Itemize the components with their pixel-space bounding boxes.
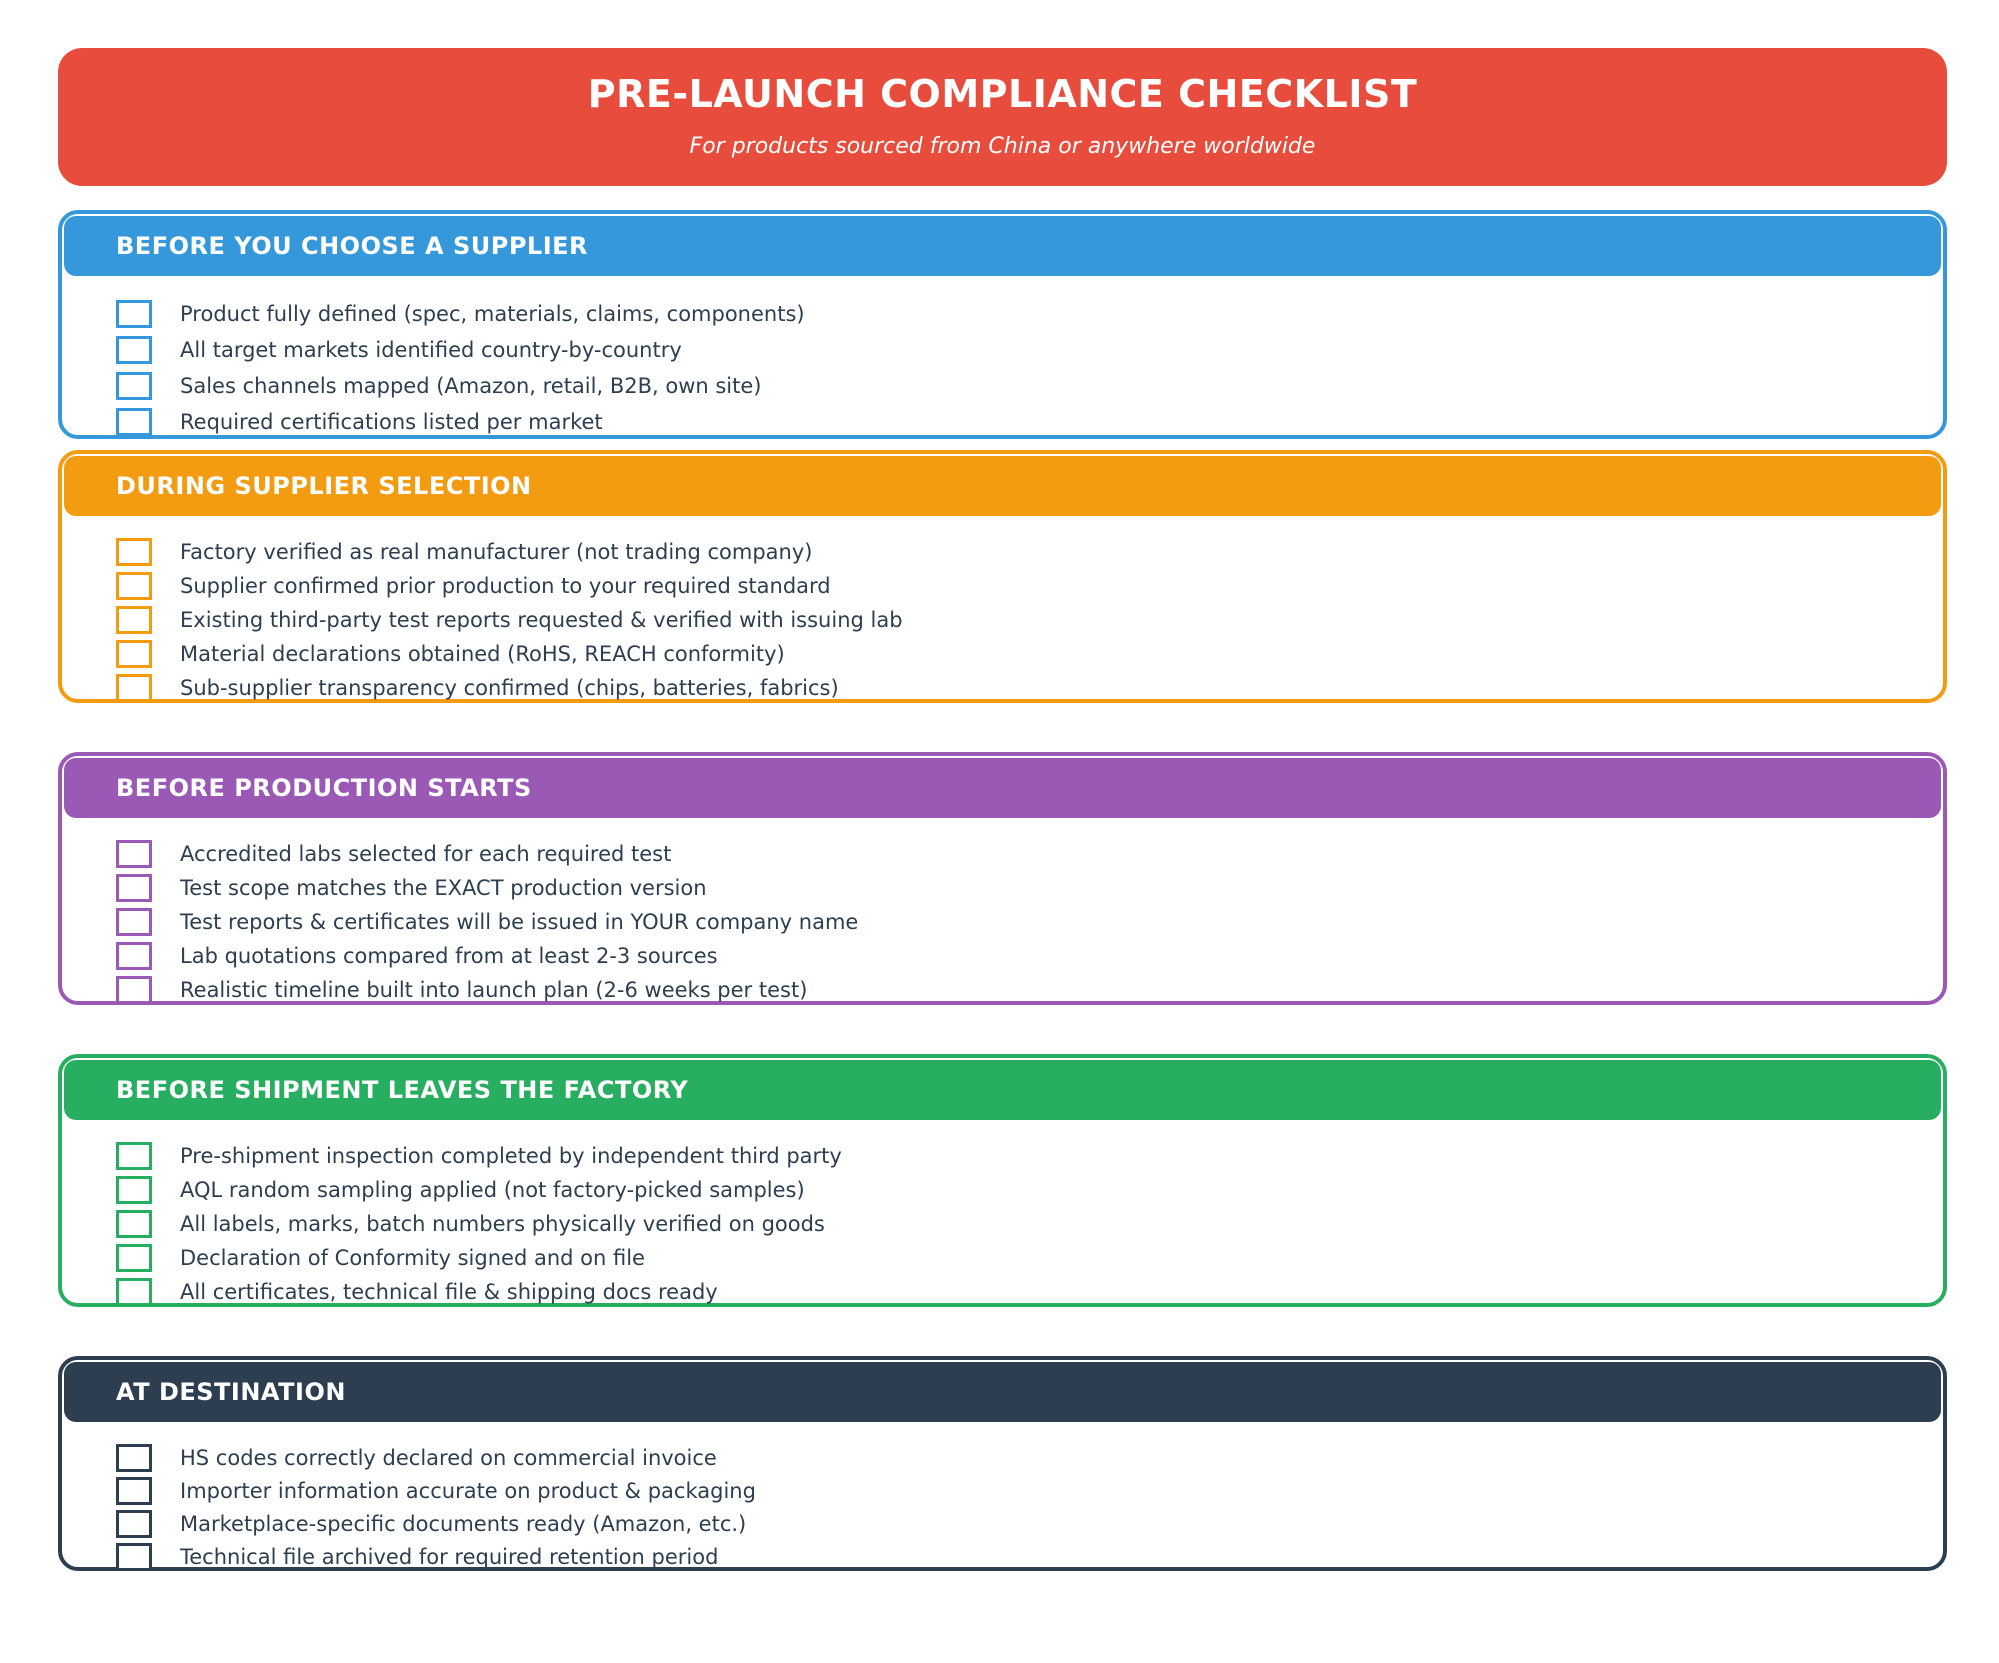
checklist-item bbox=[62, 976, 1943, 1006]
checkbox[interactable] bbox=[116, 1176, 152, 1204]
checklist-item-label: All labels, marks, batch numbers physically verified on goods bbox=[180, 1212, 825, 1236]
checklist-item bbox=[62, 874, 1943, 904]
checklist-item bbox=[62, 640, 1943, 670]
checkbox[interactable] bbox=[116, 408, 152, 436]
checklist-item bbox=[62, 942, 1943, 972]
section-header-bar bbox=[64, 1362, 1941, 1422]
checklist-item-label: AQL random sampling applied (not factory-picked samples) bbox=[180, 1178, 805, 1202]
checkbox[interactable] bbox=[116, 572, 152, 600]
checklist-item bbox=[62, 1278, 1943, 1308]
section-title: AT DESTINATION bbox=[116, 1378, 346, 1406]
checklist-item-label: Pre-shipment inspection completed by independent third party bbox=[180, 1144, 842, 1168]
checklist-item-label: All certificates, technical file & shipping docs ready bbox=[180, 1280, 718, 1304]
checklist-item-label: Sales channels mapped (Amazon, retail, B2B, own site) bbox=[180, 374, 762, 398]
checklist-item bbox=[62, 908, 1943, 938]
checkbox[interactable] bbox=[116, 874, 152, 902]
section-title: BEFORE SHIPMENT LEAVES THE FACTORY bbox=[116, 1076, 689, 1104]
page-subtitle: For products sourced from China or anywhere worldwide bbox=[689, 134, 1316, 159]
checklist-item-label: Realistic timeline built into launch plan (2-6 weeks per test) bbox=[180, 978, 808, 1002]
checkbox[interactable] bbox=[116, 1510, 152, 1538]
checklist-header bbox=[58, 48, 1947, 186]
section-before-production bbox=[58, 752, 1947, 1005]
checkbox[interactable] bbox=[116, 300, 152, 328]
section-header-bar bbox=[64, 456, 1941, 516]
checklist-item bbox=[62, 1142, 1943, 1172]
checkbox[interactable] bbox=[116, 976, 152, 1004]
checkbox[interactable] bbox=[116, 1142, 152, 1170]
checkbox[interactable] bbox=[116, 908, 152, 936]
checklist-item bbox=[62, 840, 1943, 870]
checklist-item bbox=[62, 408, 1943, 438]
checkbox[interactable] bbox=[116, 840, 152, 868]
checklist-item bbox=[62, 572, 1943, 602]
checkbox[interactable] bbox=[116, 1244, 152, 1272]
checklist-item bbox=[62, 1176, 1943, 1206]
checkbox[interactable] bbox=[116, 538, 152, 566]
section-during-selection bbox=[58, 450, 1947, 703]
checkbox[interactable] bbox=[116, 336, 152, 364]
section-title: BEFORE PRODUCTION STARTS bbox=[116, 774, 532, 802]
checklist-item-label: Test scope matches the EXACT production version bbox=[180, 876, 707, 900]
checkbox[interactable] bbox=[116, 674, 152, 702]
section-before-supplier bbox=[58, 210, 1947, 439]
checklist-item-label: Existing third-party test reports requested & verified with issuing lab bbox=[180, 608, 903, 632]
section-header-bar bbox=[64, 1060, 1941, 1120]
checklist-item bbox=[62, 1543, 1943, 1573]
checklist-item bbox=[62, 372, 1943, 402]
checklist-item-label: Technical file archived for required retention period bbox=[180, 1545, 719, 1569]
checklist-item bbox=[62, 1510, 1943, 1540]
checklist-item-label: Marketplace-specific documents ready (Amazon, etc.) bbox=[180, 1512, 747, 1536]
section-header-bar bbox=[64, 758, 1941, 818]
checklist-item-label: Supplier confirmed prior production to your required standard bbox=[180, 574, 831, 598]
checklist-item-label: Importer information accurate on product & packaging bbox=[180, 1479, 756, 1503]
checklist-item bbox=[62, 674, 1943, 704]
checklist-item-label: Declaration of Conformity signed and on file bbox=[180, 1246, 645, 1270]
checklist-item bbox=[62, 336, 1943, 366]
section-title: DURING SUPPLIER SELECTION bbox=[116, 472, 532, 500]
checkbox[interactable] bbox=[116, 640, 152, 668]
checklist-item-label: Test reports & certificates will be issued in YOUR company name bbox=[180, 910, 859, 934]
checklist-item bbox=[62, 606, 1943, 636]
checklist-item-label: Product fully defined (spec, materials, claims, components) bbox=[180, 302, 805, 326]
checklist-item-label: Accredited labs selected for each required test bbox=[180, 842, 672, 866]
checklist-item bbox=[62, 538, 1943, 568]
checkbox[interactable] bbox=[116, 1444, 152, 1472]
checkbox[interactable] bbox=[116, 942, 152, 970]
checklist-item bbox=[62, 1444, 1943, 1474]
checkbox[interactable] bbox=[116, 1210, 152, 1238]
page-title: PRE-LAUNCH COMPLIANCE CHECKLIST bbox=[587, 72, 1418, 116]
checklist-item-label: HS codes correctly declared on commercial invoice bbox=[180, 1446, 717, 1470]
checklist-item-label: Material declarations obtained (RoHS, REACH conformity) bbox=[180, 642, 785, 666]
checkbox[interactable] bbox=[116, 1477, 152, 1505]
section-title: BEFORE YOU CHOOSE A SUPPLIER bbox=[116, 232, 589, 260]
section-before-shipment bbox=[58, 1054, 1947, 1307]
checklist-item-label: Required certifications listed per market bbox=[180, 410, 603, 434]
section-header-bar bbox=[64, 216, 1941, 276]
checkbox[interactable] bbox=[116, 1543, 152, 1571]
checkbox[interactable] bbox=[116, 372, 152, 400]
section-at-destination bbox=[58, 1356, 1947, 1571]
checklist-item-label: Lab quotations compared from at least 2-3 sources bbox=[180, 944, 718, 968]
checkbox[interactable] bbox=[116, 1278, 152, 1306]
checkbox[interactable] bbox=[116, 606, 152, 634]
checklist-item bbox=[62, 300, 1943, 330]
checklist-item-label: Factory verified as real manufacturer (not trading company) bbox=[180, 540, 813, 564]
checklist-item bbox=[62, 1477, 1943, 1507]
checklist-item-label: All target markets identified country-by-country bbox=[180, 338, 682, 362]
checklist-item bbox=[62, 1244, 1943, 1274]
checklist-item bbox=[62, 1210, 1943, 1240]
checklist-item-label: Sub-supplier transparency confirmed (chips, batteries, fabrics) bbox=[180, 676, 839, 700]
